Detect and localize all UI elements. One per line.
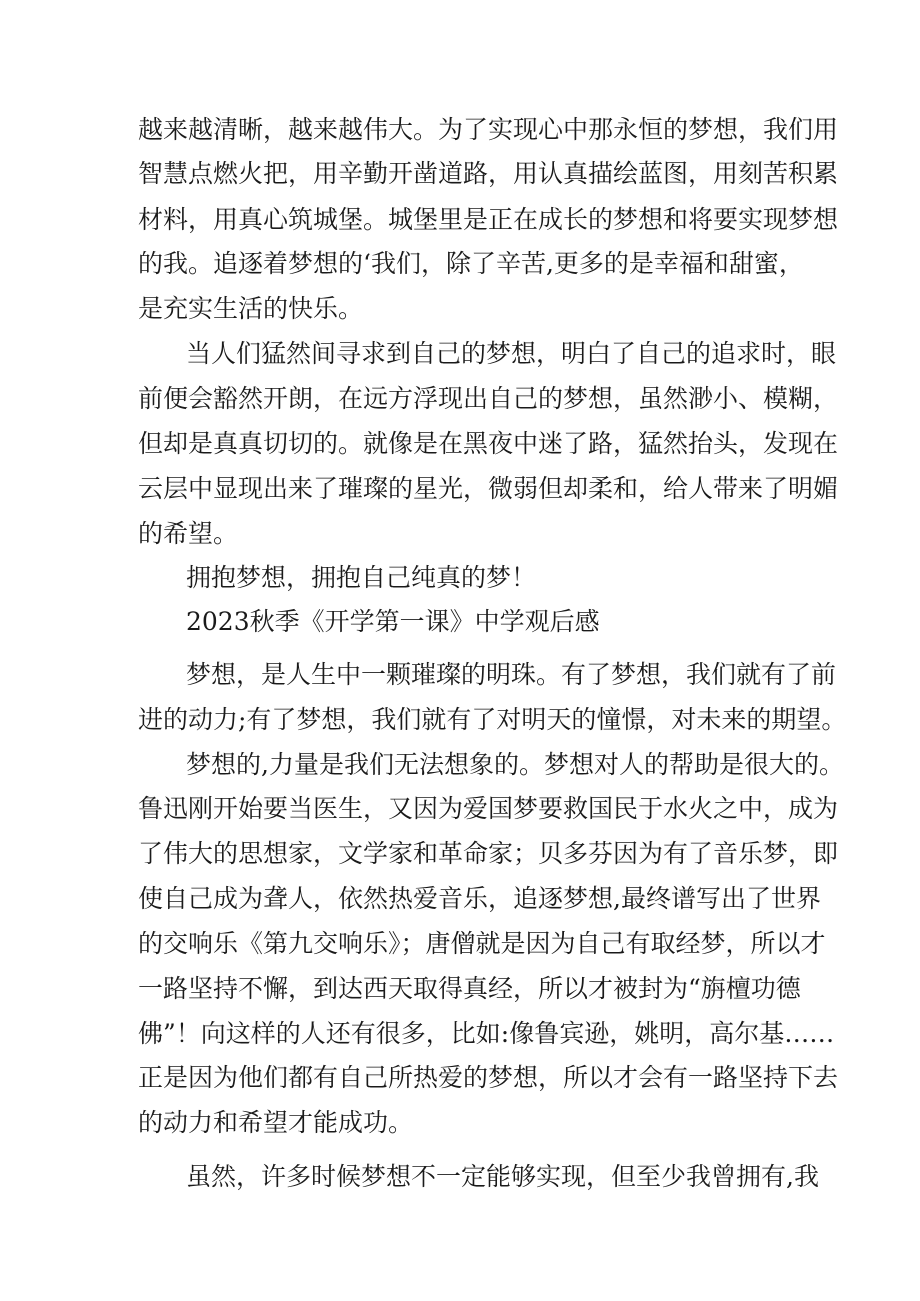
- text-line: 材料，用真心筑城堡。城堡里是正在成长的梦想和将要实现梦想: [138, 205, 839, 234]
- text-line: 当人们猛然间寻求到自己的梦想，明白了自己的追求时，眼: [186, 339, 837, 368]
- text-line: 使自己成为聋人，依然热爱音乐，追逐梦想,最终谱写出了世界: [138, 884, 821, 913]
- text-line: 了伟大的思想家，文学家和革命家；贝多芬因为有了音乐梦，即: [138, 839, 839, 868]
- text-line: 越来越清晰，越来越伟大。为了实现心中那永恒的梦想，我们用: [138, 115, 839, 144]
- section-title: 2023秋季《开学第一课》中学观后感: [186, 607, 600, 636]
- text-line: 正是因为他们都有自己所热爱的梦想，所以才会有一路坚持下去: [138, 1063, 839, 1092]
- text-line: 但却是真真切切的。就像是在黑夜中迷了路，猛然抬头，发现在: [138, 429, 839, 458]
- text-line: 佛”！向这样的人还有很多，比如:像鲁宾逊，姚明，高尔基……: [138, 1019, 835, 1048]
- text-line: 进的动力;有了梦想，我们就有了对明天的憧憬，对未来的期望。: [138, 705, 847, 734]
- text-line: 鲁迅刚开始要当医生，又因为爱国梦要救国民于水火之中，成为: [138, 794, 839, 823]
- text-line: 的我。追逐着梦想的‘我们，除了辛苦,更多的是幸福和甜蜜，: [138, 249, 804, 278]
- text-line: 的交响乐《第九交响乐》；唐僧就是因为自己有取经梦，所以才: [138, 929, 826, 958]
- text-line: 的动力和希望才能成功。: [138, 1108, 414, 1137]
- text-line: 的希望。: [138, 519, 239, 548]
- text-line: 一路坚持不懈，到达西天取得真经，所以才被封为“旃檀功德: [138, 974, 801, 1003]
- text-line: 前便会豁然开朗，在远方浮现出自己的梦想，虽然渺小、模糊，: [138, 384, 839, 413]
- text-line: 梦想，是人生中一颗璀璨的明珠。有了梦想，我们就有了前: [186, 660, 837, 689]
- text-line: 云层中显现出来了璀璨的星光，微弱但却柔和，给人带来了明媚: [138, 474, 839, 503]
- text-line: 智慧点燃火把，用辛勤开凿道路，用认真描绘蓝图，用刻苦积累: [138, 159, 839, 188]
- text-line: 拥抱梦想，拥抱自己纯真的梦！: [186, 563, 537, 592]
- text-line: 虽然，许多时候梦想不一定能够实现，但至少我曾拥有,我: [186, 1162, 819, 1191]
- text-line: 是充实生活的快乐。: [138, 294, 364, 323]
- text-line: 梦想的,力量是我们无法想象的。梦想对人的帮助是很大的。: [186, 750, 844, 779]
